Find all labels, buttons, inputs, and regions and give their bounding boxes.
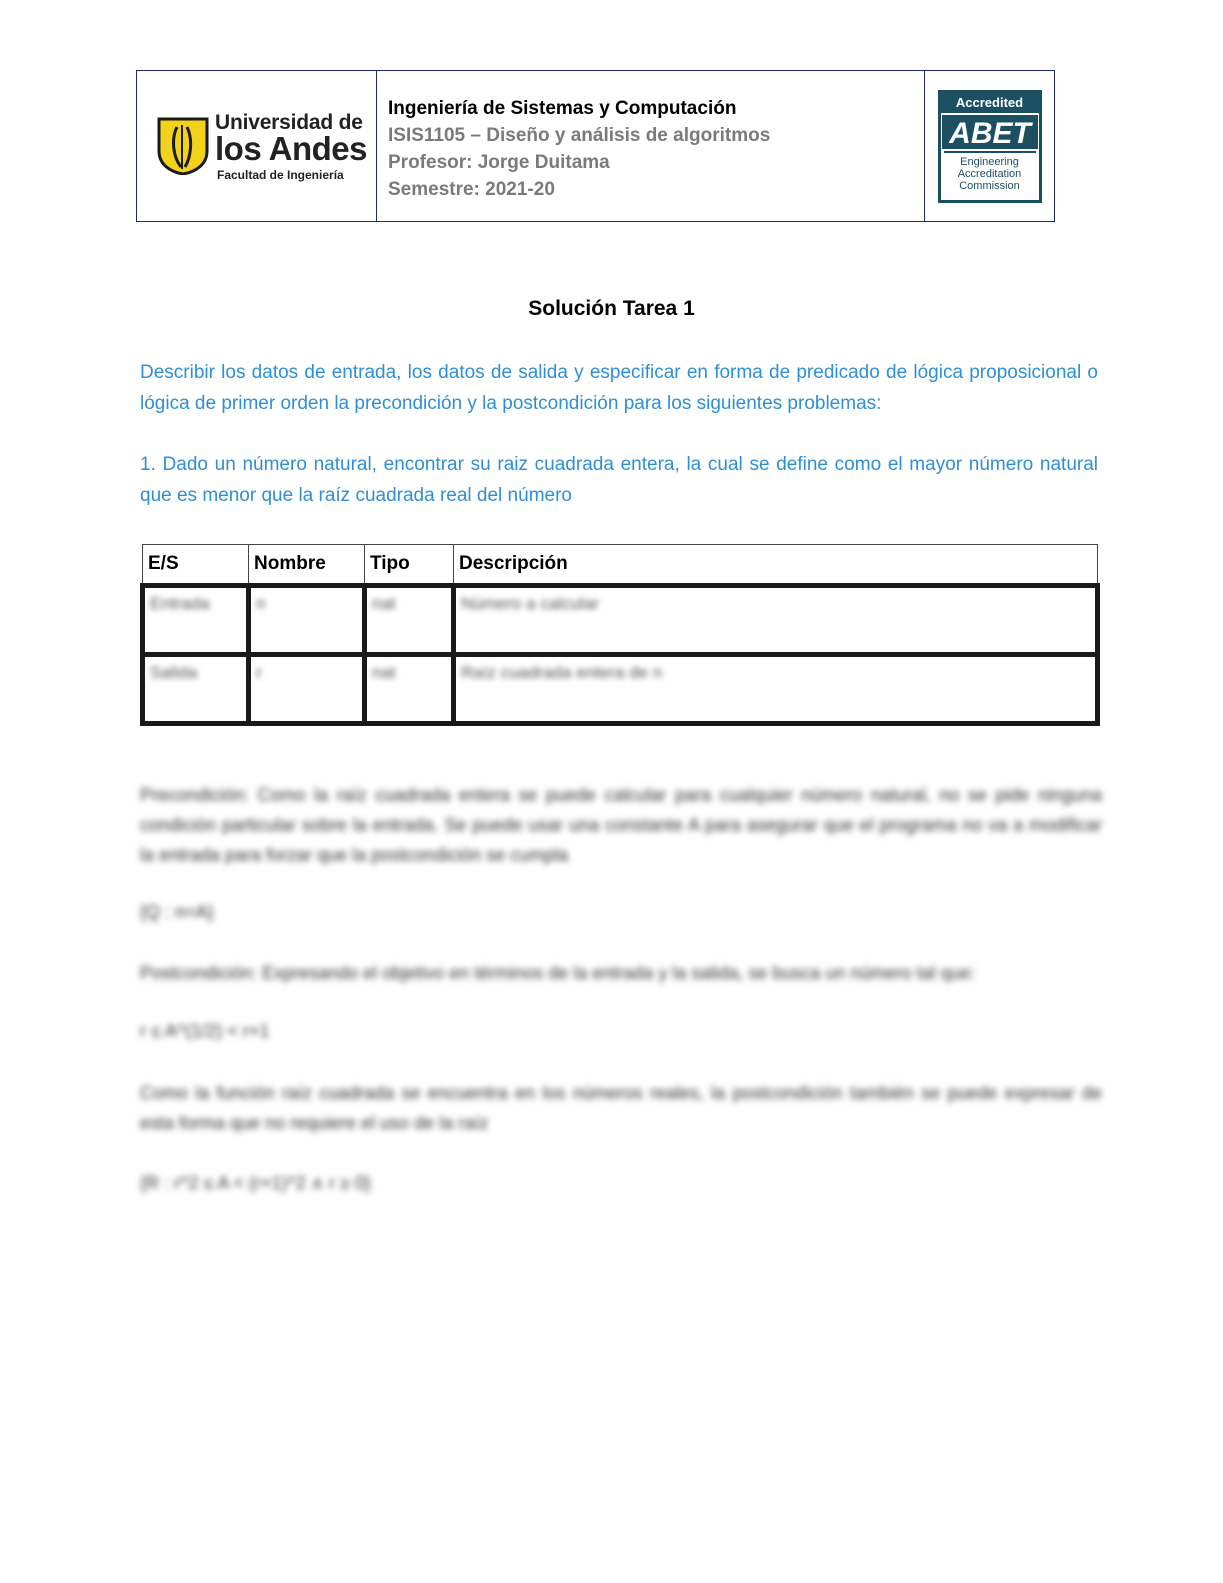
document-header [136,70,1055,222]
abet-cell [925,71,1054,221]
uandes-line2: los Andes [215,129,367,167]
table-cell: Número a calcular [454,586,1098,655]
postcondition-text: Postcondición: Expresando el objetivo en términos de la entrada y la salida, se busca un número tal que: [140,963,976,983]
document-title: Solución Tarea 1 [528,297,695,320]
table-header-row [143,545,1098,586]
table-cell: n [249,586,365,655]
abet-line3: Commission [959,179,1020,192]
uandes-shield-icon [157,117,209,175]
table-cell: r [249,655,365,724]
abet-line2: Accreditation [957,167,1022,180]
intro-paragraph: Describir los datos de entrada, los datos de salida y especificar en forma de predicado de lógica proposicional o lógica de primer orden la precondición y la postcondición para los siguientes problemas: [140,362,1098,414]
table-cell: Entrada [143,586,249,655]
problem-1: 1. Dado un número natural, encontrar su raiz cuadrada entera, la cual se define como el mayor número natural que es menor que la raíz cuadrada real del número [140,454,1098,506]
postcondition-formula: r ≤ A^(1/2) < r+1 [140,1021,270,1041]
header-es: E/S [143,545,249,586]
table-cell: nat [365,655,454,724]
table-row [143,586,1098,655]
table-cell: Raíz cuadrada entera de n [454,655,1098,724]
uandes-logo [157,112,367,181]
precondition-text: Precondición: Como la raíz cuadrada entera se puede calcular para cualquier número natural, no se pide ninguna condición particular sobre la entrada. Se puede usar una constante A para asegurar que el programa no va a modificar la entrada para forzar que la postcondición se cumpla [140,785,1102,865]
uandes-line3: Facultad de Ingeniería [217,167,344,182]
precondition-formula: {Q : n=A} [140,902,214,922]
abet-mark-icon [942,115,1038,149]
logo-cell [137,71,377,221]
course-name: ISIS1105 – Diseño y análisis de algoritmos [388,125,771,146]
note-text: Como la función raíz cuadrada se encuentra en los números reales, la postcondición también se puede expresar de esta forma que no requiere el uso de la raíz [140,1083,1102,1133]
semester: Semestre: 2021-20 [388,179,555,200]
header-descripcion: Descripción [454,545,1098,586]
table-cell: nat [365,586,454,655]
abet-logo [938,90,1042,203]
table-cell: Salida [143,655,249,724]
table-row [143,655,1098,724]
course-info [377,71,925,221]
uandes-line1: Universidad de [215,110,363,134]
header-nombre: Nombre [249,545,365,586]
professor-name: Profesor: Jorge Duitama [388,152,610,173]
abet-line1: Engineering [960,155,1019,168]
department-name: Ingeniería de Sistemas y Computación [388,98,737,119]
abet-accredited: Accredited [941,93,1039,113]
final-formula: {R : r^2 ≤ A < (r+1)^2 ∧ r ≥ 0} [140,1173,371,1193]
header-tipo: Tipo [365,545,454,586]
abet-mark-text: ABET [948,116,1031,149]
io-table [140,544,1100,726]
